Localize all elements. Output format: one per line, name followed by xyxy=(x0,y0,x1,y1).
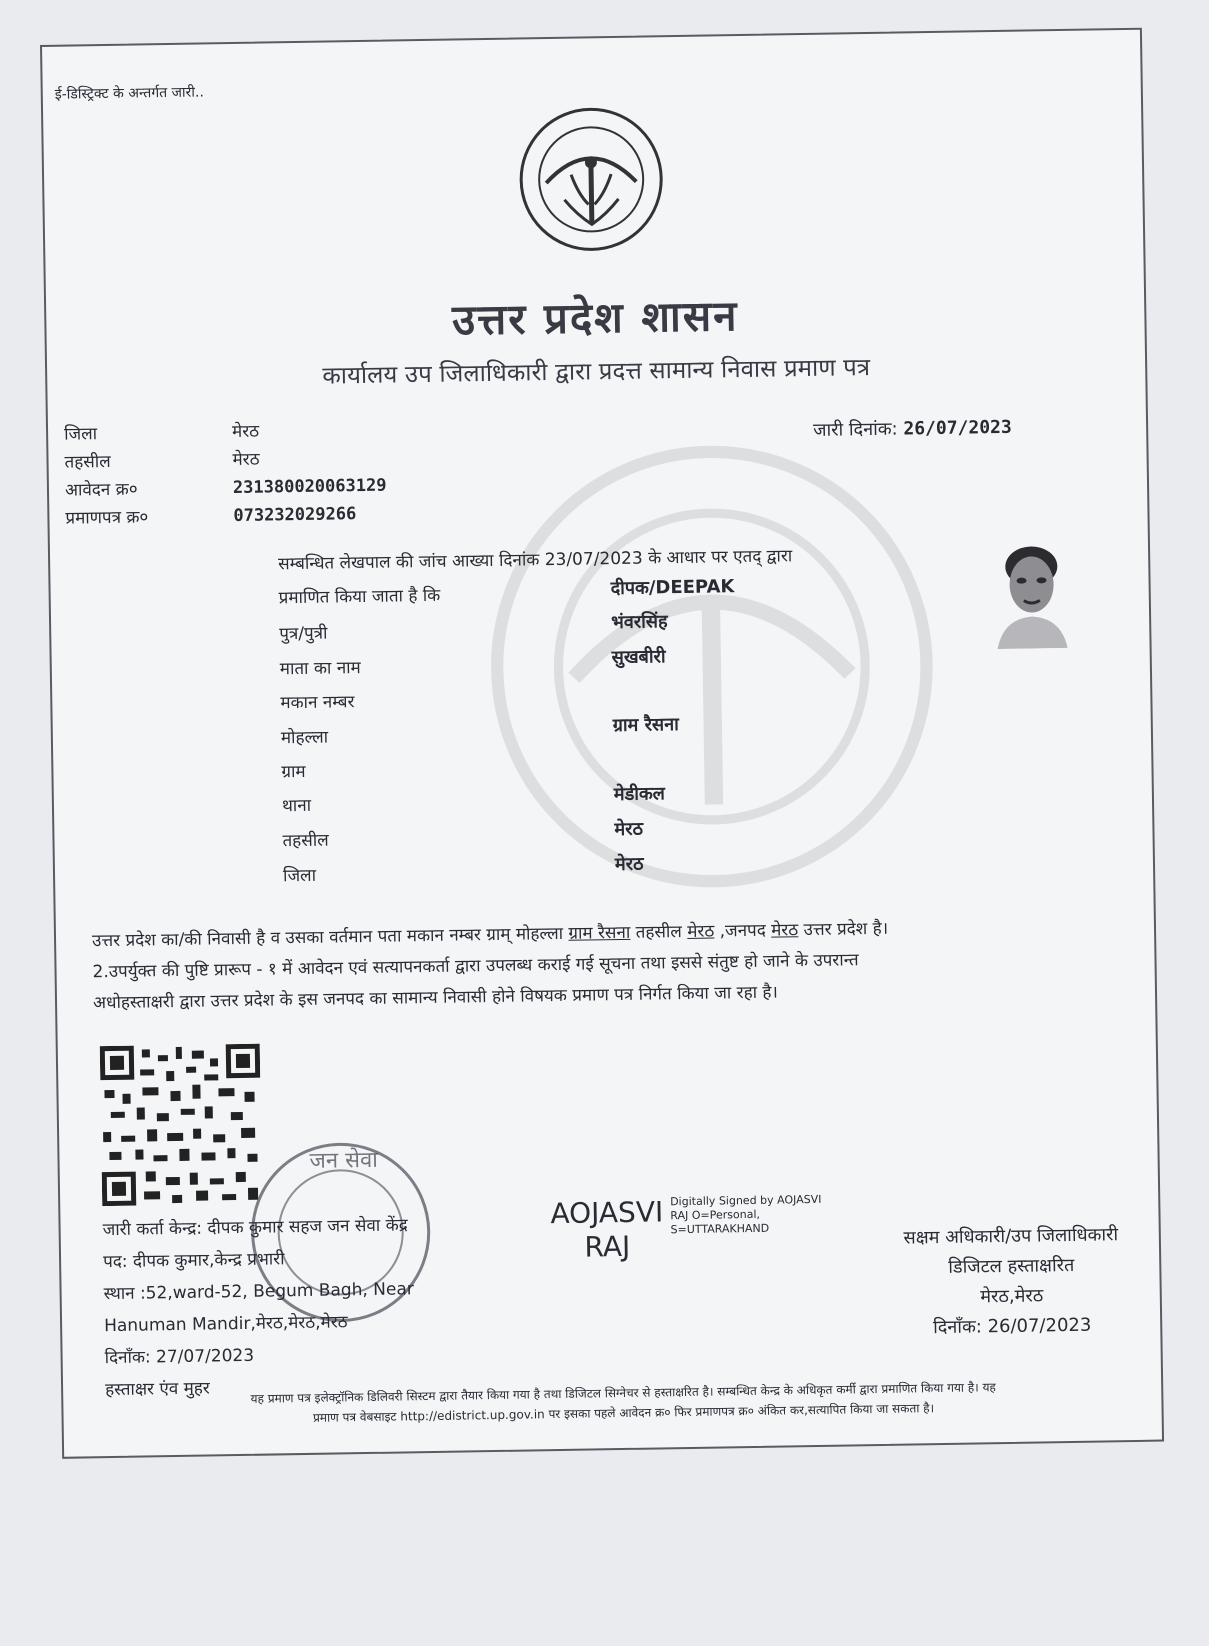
certificate-title: कार्यालय उप जिलाधिकारी द्वारा प्रदत्त सामान्य निवास प्रमाण पत्र xyxy=(322,353,871,390)
verification-intro: सम्बन्धित लेखपाल की जांच आख्या दिनांक 23/07/2023 के आधार पर एतद् द्वारा xyxy=(278,546,793,575)
field-label: तहसील xyxy=(282,830,329,852)
body-text: ,जनपद xyxy=(714,920,772,942)
header-label: तहसील xyxy=(64,451,111,473)
issued-under-note: ई-डिस्ट्रिक्ट के अन्तर्गत जारी.. xyxy=(54,84,204,103)
officer-designation: सक्षम अधिकारी/उप जिलाधिकारी xyxy=(903,1224,1119,1249)
header-field-tehsil xyxy=(64,447,259,473)
officer-place: मेरठ,मेरठ xyxy=(980,1285,1044,1308)
header-value: 073232029266 xyxy=(233,504,357,527)
signature-details xyxy=(670,1193,822,1237)
field-label: पुत्र/पुत्री xyxy=(279,623,328,645)
signature-detail: S=UTTARAKHAND xyxy=(670,1221,770,1237)
field-label: जिला xyxy=(282,865,317,887)
issue-date-value: 26/07/2023 xyxy=(903,416,1012,440)
field-value-name: दीपक/DEEPAK xyxy=(610,576,735,600)
header-label: प्रमाणपत्र क्र० xyxy=(65,507,149,529)
signer-name xyxy=(550,1195,664,1265)
body-text: उत्तर प्रदेश का/की निवासी है व उसका वर्तमान पता मकान नम्बर ग्राम् मोहल्ला xyxy=(91,923,569,952)
header-label: जिला xyxy=(63,424,98,445)
issuer-date: दिनाँक: 27/07/2023 xyxy=(104,1345,255,1369)
field-value-district: मेरठ xyxy=(614,853,644,876)
certificate-body xyxy=(92,910,1123,1019)
sign-and-seal-label: हस्ताक्षर एंव मुहर xyxy=(104,1378,210,1401)
body-text: तहसील xyxy=(630,921,688,943)
header-field-application-no xyxy=(65,473,387,501)
verification-qr-code xyxy=(100,1044,262,1206)
up-government-emblem xyxy=(515,103,667,255)
body-text: उत्तर प्रदेश है। xyxy=(798,918,889,941)
field-value-tehsil: मेरठ xyxy=(614,818,644,841)
government-title: उत्तर प्रदेश शासन xyxy=(451,291,739,345)
header-value: 231380020063129 xyxy=(232,475,387,499)
body-district: मेरठ xyxy=(771,920,799,941)
field-label: माता का नाम xyxy=(279,658,361,680)
digital-signature-block xyxy=(550,1193,822,1265)
issuer-place-line-2: Hanuman Mandir,मेरठ,मेरठ,मेरठ xyxy=(103,1312,348,1337)
header-field-district xyxy=(64,419,259,445)
certificate-sheet xyxy=(40,28,1164,1459)
field-value-mother: सुखबीरी xyxy=(611,646,666,669)
applicant-photo xyxy=(990,536,1074,649)
issuer-place-line-1: स्थान :52,ward-52, Begum Bagh, Near xyxy=(103,1279,414,1305)
footer-line-1: यह प्रमाण पत्र इलेक्ट्रॉनिक डिलिवरी सिस्टम द्वारा तैयार किया गया है तथा डिजिटल सिग्नेचर से हस्ताक्षरित है। सम्बन्धित केन्द्र के अधिकृत कर्मी द्वारा प्रमाणित किया गया है। यह xyxy=(250,1380,996,1406)
field-value-police-station: मेडीकल xyxy=(613,783,666,806)
field-label: प्रमाणित किया जाता है कि xyxy=(278,585,441,609)
emblem-watermark xyxy=(478,433,945,900)
footer-line-2: प्रमाण पत्र वेबसाइट http://edistrict.up.gov.in पर इसका पहले आवेदन क्र० फिर प्रमाणपत्र क्र० अंकित कर,सत्यापित किया जा सकता है। xyxy=(312,1401,935,1425)
body-mohalla: ग्राम रैसना xyxy=(568,922,631,944)
officer-date: दिनाँक: 26/07/2023 xyxy=(932,1314,1092,1339)
body-tehsil: मेरठ xyxy=(687,921,715,942)
field-label: ग्राम xyxy=(281,761,306,783)
stamp-text: जन सेवा xyxy=(309,1147,379,1174)
header-label: आवेदन क्र० xyxy=(64,479,138,501)
header-field-certificate-no xyxy=(65,501,356,529)
body-line-3: अधोहस्ताक्षरी द्वारा उत्तर प्रदेश के इस जनपद का सामान्य निवासी होने विषयक प्रमाण पत्र निर्गत किया जा रहा है। xyxy=(92,982,779,1014)
issue-date-label: जारी दिनांक: xyxy=(812,418,898,441)
header-value: मेरठ xyxy=(231,421,260,443)
field-label: मकान नम्बर xyxy=(280,692,355,714)
field-value-mohalla: ग्राम रैसना xyxy=(612,714,679,737)
issuing-center-block xyxy=(102,1209,415,1406)
field-value-parent: भंवरसिंह xyxy=(610,611,668,634)
header-value: मेरठ xyxy=(232,449,260,471)
issuing-center: जारी कर्ता केन्द्र: दीपक कुमार सहज जन सेवा केंद्र xyxy=(102,1215,408,1241)
field-label: थाना xyxy=(281,795,312,817)
field-label: मोहल्ला xyxy=(280,727,329,749)
body-line-2: 2.उपर्युक्त की पुष्टि प्रारूप - १ में आवेदन एवं सत्यापनकर्ता द्वारा उपलब्ध कराई गई सूचना तथा इससे संतुष्ट हो जाने के उपरान्त xyxy=(92,950,859,983)
signer-name-line-1: AOJASVI xyxy=(550,1195,664,1231)
competent-officer-block xyxy=(861,1220,1163,1345)
signature-detail: Digitally Signed by AOJASVI xyxy=(670,1192,822,1209)
issuer-post: पद: दीपक कुमार,केन्द्र प्रभारी xyxy=(102,1249,285,1273)
officer-digitally-signed: डिजिटल हस्ताक्षरित xyxy=(948,1254,1075,1278)
signature-detail: RAJ O=Personal, xyxy=(670,1207,761,1223)
signer-name-line-2: RAJ xyxy=(584,1229,631,1264)
